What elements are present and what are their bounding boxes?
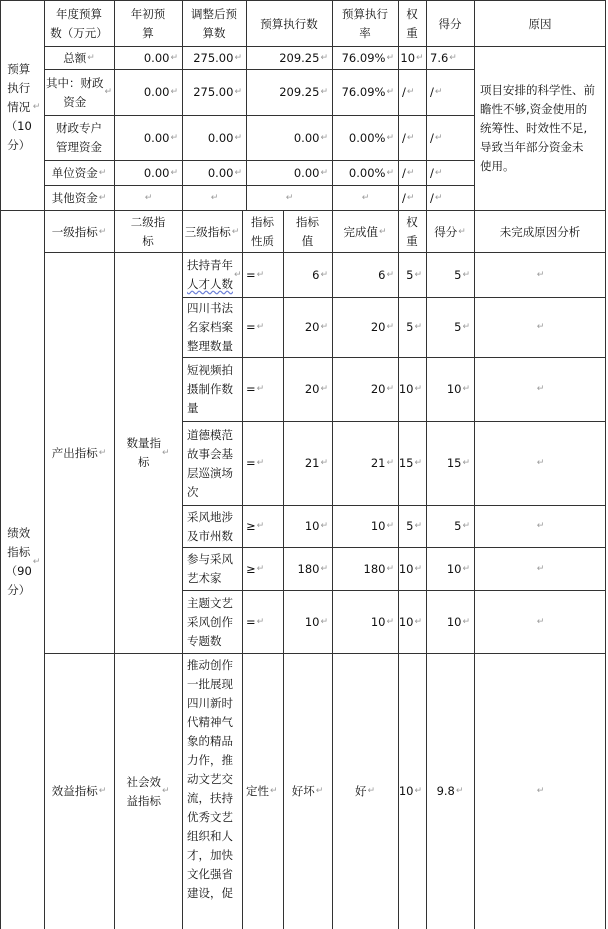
budget-row-rate: 76.09% ↵ <box>341 85 394 99</box>
indicator-name: 采风地涉 及市州数 <box>187 509 233 543</box>
budget-row-initial: ↵ <box>144 192 153 203</box>
header-level1: 一级指标 ↵ <box>51 224 107 239</box>
budget-row-score: / ↵ <box>430 130 443 145</box>
budget-row-initial: 0.00 ↵ <box>143 85 178 99</box>
header-level3: 三级指标 ↵ <box>184 224 240 239</box>
budget-row-initial: 0.00 ↵ <box>143 130 178 145</box>
budget-row-score: / ↵ <box>430 165 443 180</box>
header-adjusted-budget: 调整后预 算数 <box>191 7 237 40</box>
indicator-target: 10 ↵ <box>304 614 328 629</box>
budget-row-adjusted: 275.00 ↵ <box>193 85 242 99</box>
indicator-target: 20 ↵ <box>304 320 328 334</box>
performance-section-label: 绩效 指标 （90 分） ↵ <box>5 526 41 597</box>
indicator-score: 5 ↵ <box>454 519 470 533</box>
budget-row-weight: 10 ↵ <box>400 50 424 65</box>
indicator-nature: ≥ ↵ <box>246 561 265 576</box>
indicator-actual: 21 ↵ <box>370 456 394 470</box>
indicator-name: 参与采风 艺术家 <box>187 552 233 585</box>
indicator-actual: 10 ↵ <box>370 614 394 629</box>
indicator-reason: ↵ <box>536 458 545 468</box>
indicator-actual: 180 ↵ <box>363 561 394 576</box>
level1-output: 产出指标 ↵ <box>51 445 107 460</box>
indicator-nature: = ↵ <box>246 614 265 629</box>
indicator-reason: ↵ <box>536 269 545 280</box>
budget-row-score: / ↵ <box>430 85 443 99</box>
budget-row-rate: 0.00% ↵ <box>348 165 394 180</box>
header-executed-amount: 预算执行数 <box>260 16 318 31</box>
budget-row-executed: 209.25 ↵ <box>279 85 328 99</box>
benefit-indicator-name: 推动创作 一批展现 四川新时 代精神气 象的精品 力作，推 动文艺交 流，扶持 优秀文艺 组织和人 才，加快 文化强省 建设，促 <box>187 658 233 900</box>
indicator-weight: 5 ↵ <box>406 267 422 282</box>
budget-row-label: 总额 ↵ <box>63 50 95 65</box>
budget-row-executed: ↵ <box>285 192 294 203</box>
budget-row-label: 其中：财政 资金 ↵ <box>45 75 113 109</box>
indicator-name: 道德模范 故事会基 层巡演场 次 <box>187 427 233 499</box>
header-unfinished-reason: 未完成原因分析 <box>499 224 581 239</box>
budget-row-adjusted: ↵ <box>210 192 219 203</box>
indicator-nature: = ↵ <box>246 456 265 470</box>
budget-row-rate: 76.09% ↵ <box>341 50 394 65</box>
budget-row-executed: 0.00 ↵ <box>293 165 328 180</box>
indicator-target: 21 ↵ <box>304 456 328 470</box>
budget-row-adjusted: 0.00 ↵ <box>207 130 242 145</box>
benefit-score: 9.8 ↵ <box>436 784 464 798</box>
budget-row-adjusted: 0.00 ↵ <box>207 165 242 180</box>
header-annual-budget: 年度预算 数（万元） <box>50 7 108 40</box>
level2-quantity: 数量指 标 ↵ <box>126 436 170 469</box>
indicator-weight: 15 ↵ <box>398 456 422 470</box>
budget-row-weight: / ↵ <box>402 130 415 145</box>
header-actual: 完成值 ↵ <box>343 224 387 239</box>
budget-row-initial: 0.00 ↵ <box>143 165 178 180</box>
indicator-actual: 20 ↵ <box>370 382 394 396</box>
budget-row-weight: / ↵ <box>402 190 415 205</box>
budget-row-score: 7.6 ↵ <box>430 50 457 65</box>
header-score: 得分 <box>438 16 462 31</box>
indicator-actual: 6 ↵ <box>378 267 394 282</box>
indicator-name: 扶持青年 人才人数 ↵ <box>187 258 242 291</box>
indicator-target: 180 ↵ <box>297 561 328 576</box>
indicator-actual: 20 ↵ <box>370 320 394 334</box>
budget-row-adjusted: 275.00 ↵ <box>193 50 242 65</box>
indicator-target: 10 ↵ <box>304 519 328 533</box>
budget-row-label: 单位资金 ↵ <box>51 165 107 180</box>
benefit-weight: 10 ↵ <box>398 784 422 798</box>
indicator-name: 主题文艺 采风创作 专题数 <box>187 595 233 648</box>
indicator-reason: ↵ <box>536 616 545 627</box>
benefit-reason: ↵ <box>536 786 545 796</box>
budget-row-rate: 0.00% ↵ <box>348 130 394 145</box>
indicator-reason: ↵ <box>536 322 545 332</box>
indicator-weight: 5 ↵ <box>406 519 422 533</box>
header-weight: 权 重 <box>406 215 418 248</box>
indicator-actual: 10 ↵ <box>370 519 394 533</box>
header-reason: 原因 <box>528 16 552 31</box>
indicator-weight: 10 ↵ <box>398 614 422 629</box>
level2-social-benefit: 社会效 益指标 ↵ <box>126 774 170 808</box>
budget-row-label: 财政专户 管理资金 <box>56 121 102 154</box>
budget-reason-text: 项目安排的科学性、前 瞻性不够,资金使用的 统筹性、时效性不足, 导致当年部分资金未 使用。 <box>480 83 595 173</box>
indicator-nature: = ↵ <box>246 320 265 334</box>
indicator-nature: ≥ ↵ <box>246 519 265 533</box>
indicator-weight: 10 ↵ <box>398 382 422 396</box>
indicator-score: 10 ↵ <box>446 614 470 629</box>
budget-row-weight: / ↵ <box>402 165 415 180</box>
header-nature: 指标 性质 <box>251 215 274 248</box>
budget-row-label: 其他资金 ↵ <box>51 190 107 205</box>
budget-row-score: / ↵ <box>430 190 443 205</box>
budget-section-label: 预算 执行 情况 （10 分） ↵ <box>5 61 41 152</box>
indicator-name: 短视频拍 摄制作数 量 <box>187 363 233 415</box>
indicator-target: 6 ↵ <box>312 267 328 282</box>
indicator-score: 15 ↵ <box>446 456 470 470</box>
budget-row-rate: ↵ <box>361 192 370 203</box>
indicator-reason: ↵ <box>536 521 545 531</box>
indicator-reason: ↵ <box>536 384 545 394</box>
benefit-actual: 好 ↵ <box>354 784 376 798</box>
budget-row-executed: 0.00 ↵ <box>293 130 328 145</box>
indicator-nature: = ↵ <box>246 267 265 282</box>
header-level2: 二级指 标 <box>130 215 166 248</box>
indicator-target: 20 ↵ <box>304 382 328 396</box>
header-execution-rate: 预算执行 率 <box>342 7 388 40</box>
indicator-score: 5 ↵ <box>454 267 470 282</box>
budget-row-executed: 209.25 ↵ <box>279 50 328 65</box>
indicator-score: 10 ↵ <box>446 561 470 576</box>
indicator-name: 四川书法 名家档案 整理数量 <box>187 301 233 353</box>
indicator-weight: 10 ↵ <box>398 561 422 576</box>
benefit-nature: 定性 ↵ <box>246 784 278 798</box>
indicator-score: 10 ↵ <box>446 382 470 396</box>
indicator-weight: 5 ↵ <box>406 320 422 334</box>
indicator-nature: = ↵ <box>246 382 265 396</box>
indicator-reason: ↵ <box>536 563 545 574</box>
header-initial-budget: 年初预 算 <box>130 7 166 40</box>
benefit-target: 好坏 ↵ <box>291 784 324 798</box>
budget-row-initial: 0.00 ↵ <box>143 50 178 65</box>
indicator-score: 5 ↵ <box>454 320 470 334</box>
budget-row-weight: / ↵ <box>402 85 415 99</box>
header-score: 得分 ↵ <box>434 224 466 239</box>
header-weight: 权 重 <box>406 7 418 40</box>
level1-benefit: 效益指标 ↵ <box>51 784 107 798</box>
header-target: 指标 值 <box>296 215 319 248</box>
